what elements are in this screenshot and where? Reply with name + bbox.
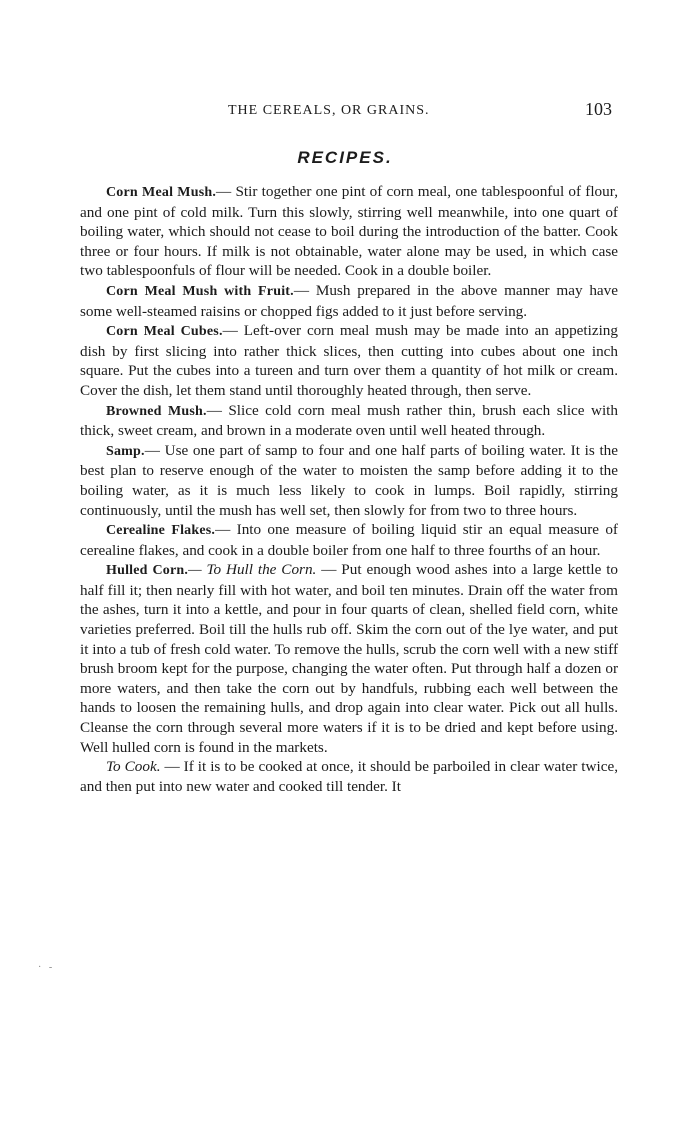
recipe-list bbox=[80, 182, 618, 796]
recipe-name: Corn Meal Cubes. bbox=[106, 324, 223, 340]
recipe-to-cook bbox=[80, 757, 618, 796]
recipe-text: — Use one part of samp to four and one half parts of boiling water. It is the best plan to reserve enough of the water to moisten the samp before adding it to the boiling water, as it is much less likely to cook in lumps. Boil rapidly, stirring continuously, until the mush has well set, then slowly for from two to three hours. bbox=[80, 441, 618, 519]
recipe-text: — Put enough wood ashes into a large kettle to half fill it; then nearly fill with hot water, and boil ten minutes. Drain off the water from the ashes, turn it into a kettle, and pour in four quarts of clean, shelled field corn, white varieties preferred. Boil till the hulls rub off. Skim the corn out of the lye water, and put it into a tub of fresh cold water. To remove the hulls, scrub the corn well with a new stiff brush broom kept for the purpose, changing the water often. Put through half a dozen or more waters, and then take the corn out by handfuls, rubbing each well between the hands to loosen the remaining hulls, and drop again into clear water. Pick out all hulls. Cleanse the corn through several more waters if it is to be dried and kept before using. Well hulled corn is found in the markets. bbox=[80, 561, 619, 756]
recipe-name: Hulled Corn. bbox=[106, 563, 189, 579]
recipe-text: — Mush prepared in the above manner may have some well-steamed raisins or chopped figs added to it just before serving. bbox=[80, 281, 618, 320]
recipe-name: Samp. bbox=[106, 443, 145, 459]
recipe-samp bbox=[80, 441, 618, 520]
recipe-text: — Left-over corn meal mush may be made into an appetizing dish by first slicing into rather thick slices, then cutting into cubes about one inch square. Put the cubes into a tureen and turn over them a quantity of hot milk or cream. Cover the dish, let them stand until thoroughly heated through, then serve. bbox=[80, 322, 618, 399]
recipe-name: Corn Meal Mush. bbox=[106, 185, 217, 200]
margin-specks: · ‐ bbox=[38, 962, 53, 973]
recipe-corn-meal-mush bbox=[80, 182, 618, 281]
recipe-name: Cerealine Flakes. bbox=[106, 523, 216, 539]
recipe-text: — Stir together one pint of corn meal, one tablespoonful of flour, and one pint of cold milk. Turn this slowly, stirring well meanwhile, into one quart of boiling water, which should not cease to boil during the introduction of the batter. Cook three or four hours. If milk is not obtainable, water alone may be used, in which case two tablespoonfuls of flour will be needed. Cook in a double boiler. bbox=[80, 183, 618, 280]
recipe-text: — Slice cold corn meal mush rather thin, brush each slice with thick, sweet cream, and brown in a moderate oven until well heated through. bbox=[80, 401, 618, 440]
recipe-text: — If it is to be cooked at once, it should be parboiled in clear water twice, and then put into new water and cooked till tender. It bbox=[80, 758, 618, 795]
recipe-corn-meal-mush-with-fruit bbox=[80, 281, 618, 321]
recipe-hulled-corn bbox=[80, 560, 618, 757]
recipe-subtitle: To Cook. bbox=[106, 758, 161, 776]
recipe-name: Corn Meal Mush with Fruit. bbox=[106, 283, 294, 299]
recipe-name: Browned Mush. bbox=[106, 403, 207, 419]
recipe-subtitle: — To Hull the Corn. bbox=[188, 561, 317, 579]
recipe-browned-mush bbox=[80, 401, 618, 441]
recipe-text: — Into one measure of boiling liquid stir an equal measure of cerealine flakes, and cook in a double boiler from one half to three fourths of an hour. bbox=[80, 521, 618, 559]
recipe-cerealine-flakes bbox=[80, 520, 618, 560]
recipe-corn-meal-cubes bbox=[80, 321, 618, 400]
running-title: THE CEREALS, OR GRAINS. bbox=[228, 103, 430, 118]
section-title: RECIPES. bbox=[297, 148, 393, 167]
page-number: 103 bbox=[585, 99, 612, 119]
